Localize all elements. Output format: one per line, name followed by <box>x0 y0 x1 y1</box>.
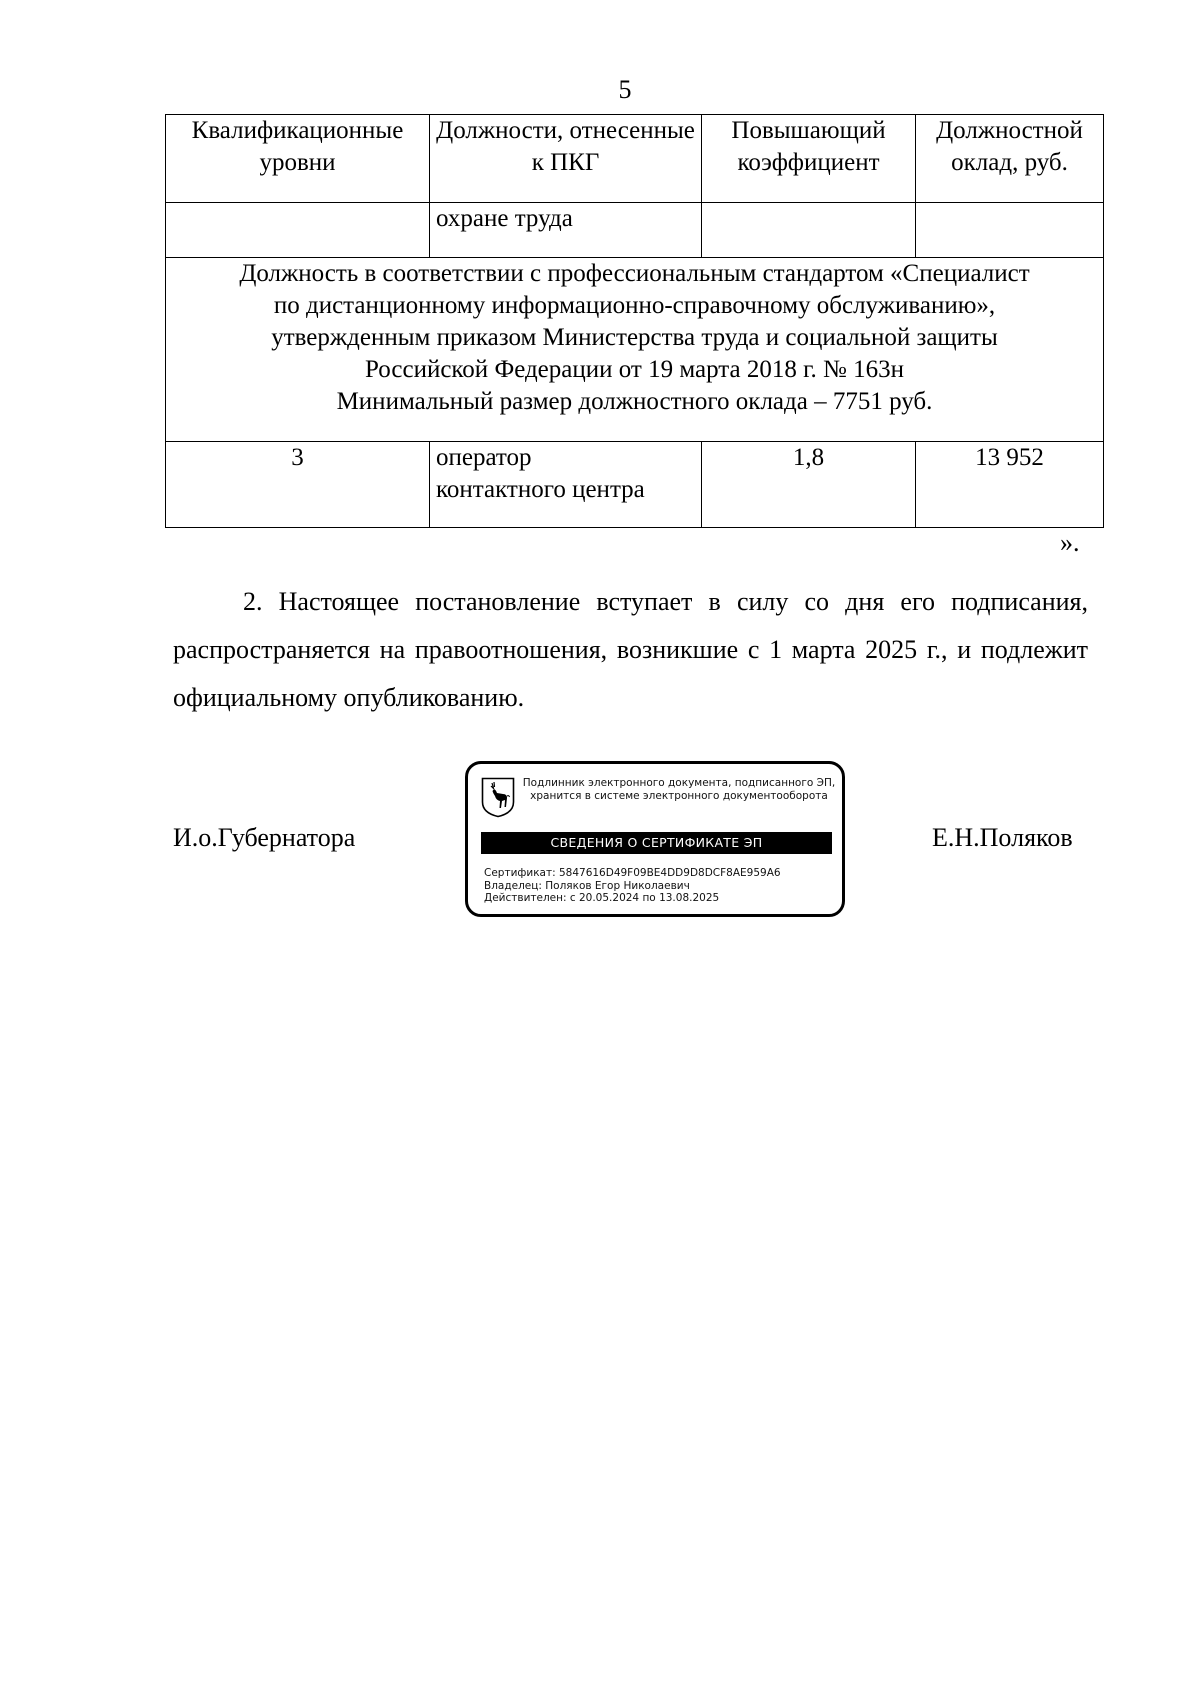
note-line: Должность в соответствии с профессиональным стандартом «Специалист <box>239 260 1030 287</box>
header-coefficient: Повышающий коэффициент <box>702 115 916 203</box>
note-line: Минимальный размер должностного оклада – 7751 руб. <box>336 388 933 415</box>
stamp-header-line: Подлинник электронного документа, подписанного ЭП, <box>522 777 836 789</box>
position-line: контактного центра <box>436 476 645 503</box>
page-number: 5 <box>618 75 632 104</box>
stamp-details <box>484 867 781 905</box>
table-cell-salary: 13 952 <box>916 442 1104 528</box>
body-paragraph <box>173 578 1088 722</box>
salary-table <box>165 114 1104 528</box>
electronic-signature-stamp <box>465 761 845 917</box>
table-row <box>166 442 1104 528</box>
deer-coat-of-arms-icon <box>481 777 515 818</box>
header-salary: Должностной оклад, руб. <box>916 115 1104 203</box>
table-cell-empty <box>702 203 916 258</box>
note-line: по дистанционному информационно-справочному обслуживанию», <box>273 292 996 319</box>
signer-title: И.о.Губернатора <box>173 823 356 852</box>
table-cell-position <box>430 442 702 528</box>
table-note <box>166 258 1104 442</box>
table-cell-coefficient: 1,8 <box>702 442 916 528</box>
stamp-owner: Владелец: Поляков Егор Николаевич <box>484 879 690 892</box>
table-header-row <box>166 115 1104 203</box>
table-cell-level: 3 <box>166 442 430 528</box>
stamp-validity: Действителен: с 20.05.2024 по 13.08.2025 <box>484 892 720 904</box>
table-cell-empty <box>166 203 430 258</box>
paragraph-text: 2. Настоящее постановление вступает в силу со дня его подписания, распространяется на правоотношения, возникшие с 1 марта 2025 г., и подлежит официальному опубликованию. <box>173 587 1088 712</box>
stamp-certificate-number: Сертификат: 5847616D49F09BE4DD9D8DCF8AE959A6 <box>484 867 781 879</box>
note-line: Российской Федерации от 19 марта 2018 г. № 163н <box>364 356 905 383</box>
table-note-row <box>166 258 1104 442</box>
stamp-header-line: хранится в системе электронного документооборота <box>530 790 828 802</box>
position-line: оператор <box>436 444 532 471</box>
header-positions: Должности, отнесенные к ПКГ <box>430 115 702 203</box>
table-row <box>166 203 1104 258</box>
stamp-header <box>520 777 838 803</box>
stamp-certificate-bar: СВЕДЕНИЯ О СЕРТИФИКАТЕ ЭП <box>481 832 832 854</box>
closing-quote: ». <box>1060 528 1080 557</box>
header-qualification-levels: Квалификационные уровни <box>166 115 430 203</box>
signer-name: Е.Н.Поляков <box>932 823 1073 852</box>
note-line: утвержденным приказом Министерства труда и социальной защиты <box>271 324 998 351</box>
table-cell-position: охране труда <box>430 203 702 258</box>
table-cell-empty <box>916 203 1104 258</box>
